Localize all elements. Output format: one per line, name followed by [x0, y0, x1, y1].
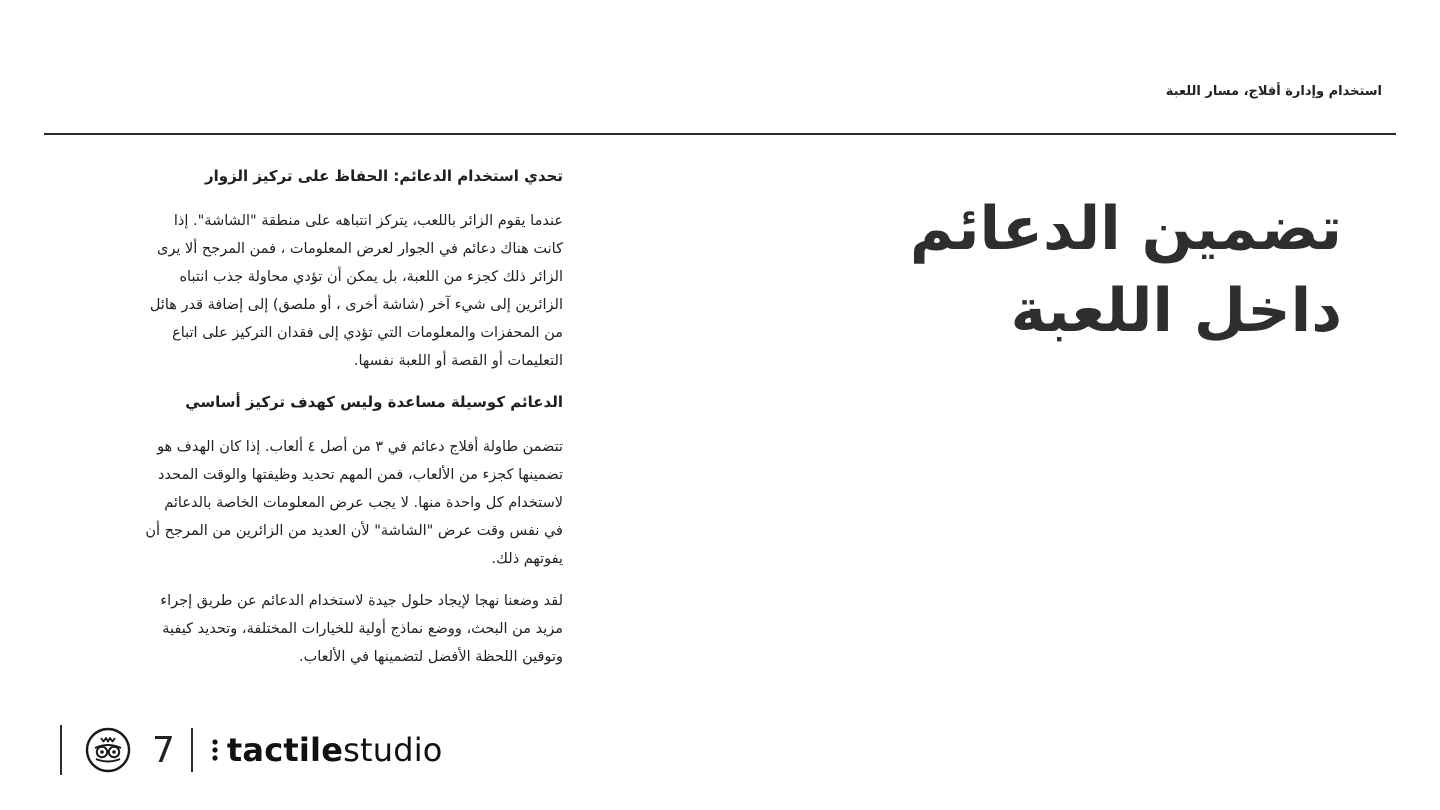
owl-logo-icon: [84, 726, 132, 774]
section-2-paragraph-2: لقد وضعنا نهجا لإيجاد حلول جيدة لاستخدام الدعائم عن طريق إجراء مزيد من البحث، ووضع نماذج أولية للخيارات المختلفة، وتحديد كيفية وتوقين اللحظة الأفضل لتضمينها في الألعاب.: [160, 593, 563, 665]
brand-regular: studio: [343, 731, 443, 769]
section-heading-1: تحدي استخدام الدعائم: الحفاظ على تركيز الزوار: [204, 167, 563, 185]
page-title: [862, 188, 1342, 352]
body-content: [143, 163, 563, 685]
header-caption: استخدام وإدارة أفلاج، مسار اللعبة: [1165, 84, 1382, 99]
section-2-paragraph-1: تتضمن طاولة أفلاج دعائم في ٣ من أصل ٤ ألعاب. إذا كان الهدف هو تضمينها كجزء من الألعاب، فمن المهم تحديد وظيفتها والوقت المحدد لاستخدام كل واحدة منها. لا يجب عرض المعلومات الخاصة بالدعائم في نفس وقت عرض "الشاشة" لأن العديد من الزائرين من المرجح أن يفوتهم ذلك.: [145, 439, 563, 567]
brand-logo: [227, 731, 443, 769]
footer-divider-left: [60, 725, 62, 775]
section-heading-2: الدعائم كوسيلة مساعدة وليس كهدف تركيز أساسي: [185, 393, 563, 411]
brand-bold: tactile: [226, 731, 344, 769]
footer-divider-right: [191, 728, 193, 772]
page-title-line-2: داخل اللعبة: [1010, 276, 1342, 346]
section-1-paragraph-1: عندما يقوم الزائر باللعب، يتركز انتباهه على منطقة "الشاشة". إذا كانت هناك دعائم في الجوار لعرض المعلومات ، فمن المرجح ألا يرى الزائر ذلك كجزء من اللعبة، بل يمكن أن تؤدي محاولة جذب انتباه الزائرين إلى شيء آخر (شاشة أخرى ، أو ملصق) إلى إضافة قدر هائل من المحفزات والمعلومات التي تؤدي إلى فقدان التركيز على اتباع التعليمات أو القصة أو اللعبة نفسها.: [149, 213, 563, 369]
brand-dots-icon: [211, 738, 219, 762]
page-number: 7: [152, 729, 175, 771]
header-divider: [44, 133, 1396, 135]
footer: [60, 722, 443, 778]
page-title-line-1: تضمين الدعائم: [909, 194, 1342, 264]
